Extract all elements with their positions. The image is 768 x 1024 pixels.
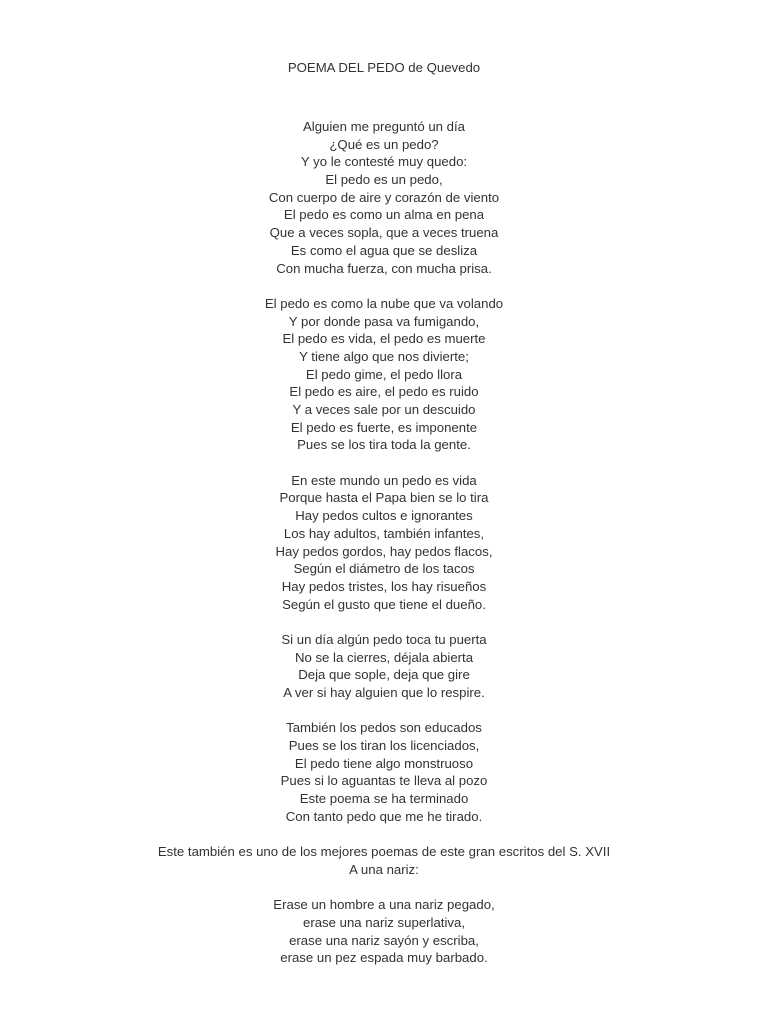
poem-line: El pedo es un pedo, xyxy=(325,172,443,188)
poem-line: A una nariz: xyxy=(349,861,419,877)
poem-line: erase un pez espada muy barbado. xyxy=(280,950,488,966)
poem-title: POEMA DEL PEDO de Quevedo xyxy=(287,60,481,75)
poem-line: ¿Qué es un pedo? xyxy=(329,136,439,152)
poem-line: No se la cierres, déjala abierta xyxy=(294,649,474,665)
poem-line: A ver si hay alguien que lo respire. xyxy=(283,685,485,700)
poem-line: Que a veces sopla, que a veces truena xyxy=(269,225,499,241)
poem-stanza xyxy=(0,295,768,454)
poem-stanza xyxy=(0,719,768,825)
poem-body xyxy=(0,118,768,967)
poem-line: Según el gusto que tiene el dueño. xyxy=(282,596,486,612)
poem-line: El pedo es fuerte, es imponente xyxy=(290,419,478,435)
poem-line: Porque hasta el Papa bien se lo tira xyxy=(279,490,489,506)
poem-line: Y yo le contesté muy quedo: xyxy=(300,154,468,170)
poem-line: Deja que sople, deja que gire xyxy=(298,667,470,683)
poem-line: Hay pedos cultos e ignorantes xyxy=(295,508,473,524)
poem-line: En este mundo un pedo es vida xyxy=(291,472,477,488)
poem-line: Y tiene algo que nos divierte; xyxy=(299,348,469,364)
poem-stanza xyxy=(0,472,768,614)
poem-line: También los pedos son educados xyxy=(286,720,482,736)
poem-line: Hay pedos tristes, los hay risueños xyxy=(281,578,487,594)
poem-line: Es como el agua que se desliza xyxy=(290,242,478,258)
poem-line: Con cuerpo de aire y corazón de viento xyxy=(268,189,500,205)
poem-line: El pedo es como la nube que va volando xyxy=(264,295,504,311)
poem-line: Con mucha fuerza, con mucha prisa. xyxy=(276,260,492,276)
poem-line: Con tanto pedo que me he tirado. xyxy=(285,808,483,824)
poem-line: Los hay adultos, también infantes, xyxy=(283,525,485,541)
poem-stanza xyxy=(0,631,768,702)
poem-line: Pues se los tira toda la gente. xyxy=(297,437,471,453)
poem-line: Y por donde pasa va fumigando, xyxy=(288,313,480,329)
poem-line: Este también es uno de los mejores poemas de este gran escritos del S. XVII xyxy=(157,844,611,860)
poem-line: Pues si lo aguantas te lleva al pozo xyxy=(280,773,488,789)
poem-stanza xyxy=(0,118,768,277)
poem-line: Pues se los tiran los licenciados, xyxy=(288,738,480,754)
poem-line: Hay pedos gordos, hay pedos flacos, xyxy=(275,543,493,559)
poem-line: El pedo es vida, el pedo es muerte xyxy=(282,331,486,347)
poem-line: Según el diámetro de los tacos xyxy=(293,561,475,577)
poem-line: El pedo es aire, el pedo es ruido xyxy=(289,384,479,400)
poem-line: erase una nariz superlativa, xyxy=(302,914,465,930)
poem-line: El pedo es como un alma en pena xyxy=(283,207,485,223)
poem-line: El pedo gime, el pedo llora xyxy=(305,366,463,382)
poem-line: Si un día algún pedo toca tu puerta xyxy=(281,631,487,647)
poem-line: erase una nariz sayón y escriba, xyxy=(289,932,479,948)
poem-line: Este poema se ha terminado xyxy=(299,791,469,807)
poem-line: Erase un hombre a una nariz pegado, xyxy=(273,897,495,913)
poem-line: Alguien me preguntó un día xyxy=(302,119,466,134)
poem-stanza xyxy=(0,896,768,967)
poem-line: El pedo tiene algo monstruoso xyxy=(294,755,474,771)
poem-line: Y a veces sale por un descuido xyxy=(292,402,476,417)
poem-stanza xyxy=(0,843,768,878)
